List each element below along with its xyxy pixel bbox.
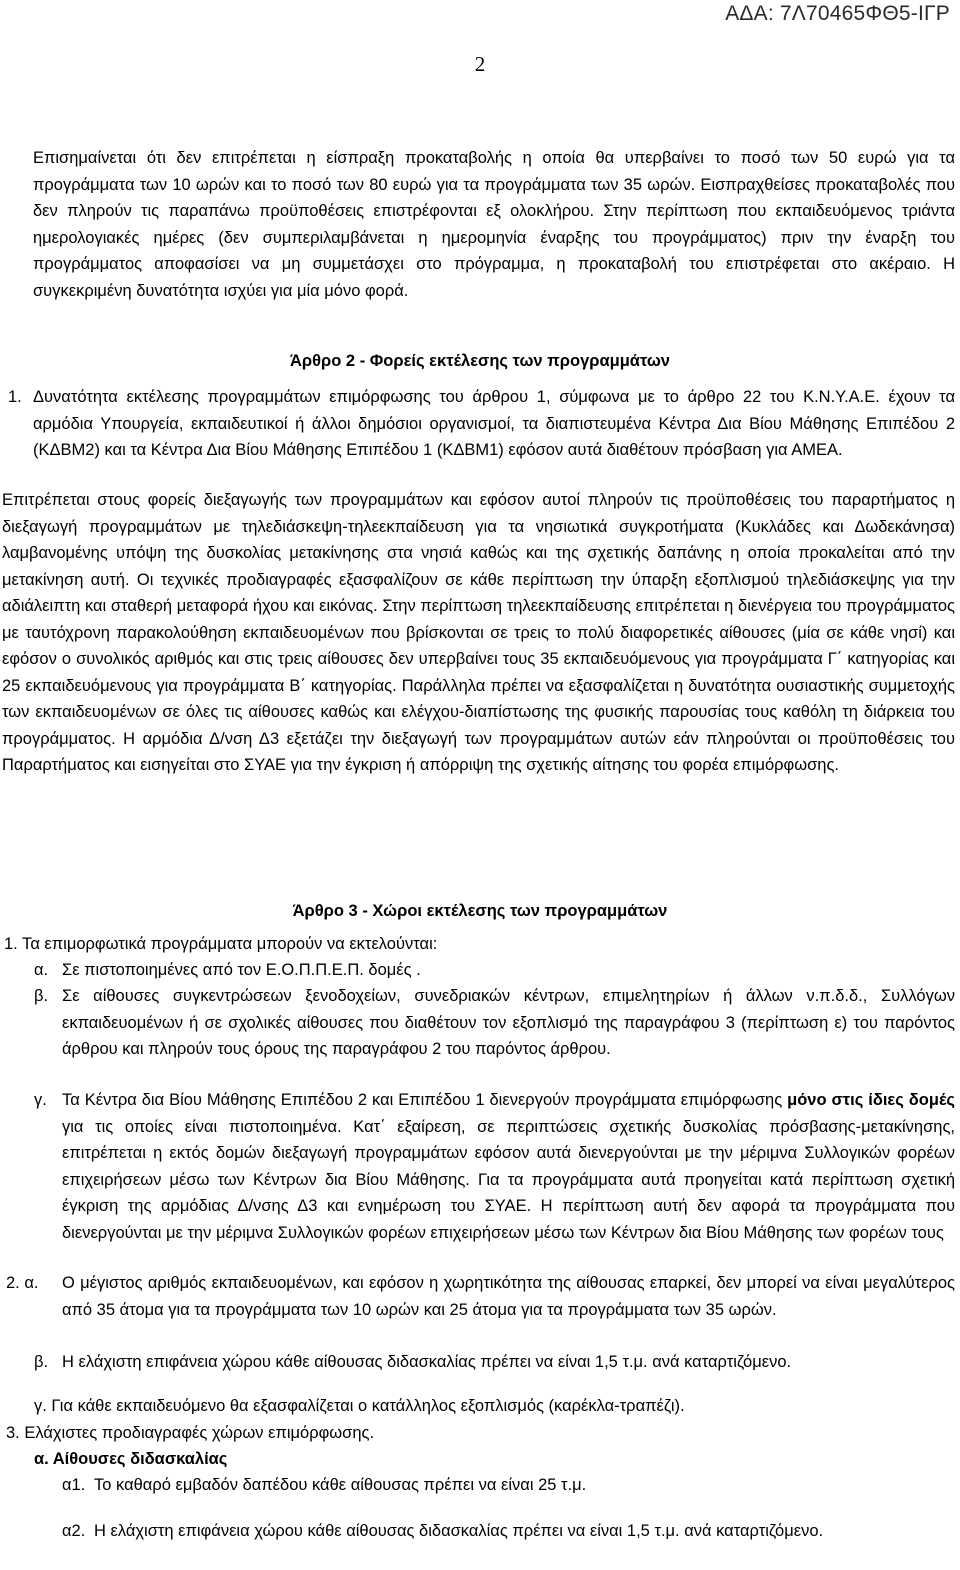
page-number: 2 [474, 52, 486, 76]
intro-text-a: Επισημαίνεται ότι δεν επιτρέπεται η είσπραξη προκαταβολής η οποία θα υπερβαίνει το ποσό των 50 ευρώ για τα προγράμματα των 10 ωρών και το ποσό των 80 ευρώ για τα προγράμματα των 35 ωρών. Εισπραχθείσες προκαταβολές που δεν πληρούν τις παραπάνω προϋποθέσεις επιστρέφονται εξ ολοκλήρου. [33, 149, 955, 220]
item-label: α2. [62, 1522, 86, 1540]
article-3-item-1a [34, 957, 955, 984]
article-3-item-2b [34, 1349, 955, 1376]
article-2-heading: Άρθρο 2 - Φορείς εκτέλεσης των προγραμμάτων [290, 352, 670, 370]
item-label: γ. [34, 1091, 47, 1109]
article-3-heading: Άρθρο 3 - Χώροι εκτέλεσης των προγραμμάτων [292, 902, 668, 920]
item-text: Η ελάχιστη επιφάνεια χώρου κάθε αίθουσας διδασκαλίας πρέπει να είναι 1,5 τ.μ. ανά καταρτιζόμενο. [62, 1353, 792, 1371]
item-text: Σε πιστοποιημένες από τον Ε.Ο.Π.Π.Ε.Π. δομές . [62, 961, 421, 979]
article-3-item-2a [6, 1270, 955, 1323]
article-3-item-3a2 [62, 1518, 955, 1545]
ada-code: ΑΔΑ: 7Λ70465ΦΘ5-ΙΓΡ [725, 2, 950, 25]
article-3-item-1c [34, 1087, 955, 1246]
item-text: Σε αίθουσες συγκεντρώσεων ξενοδοχείων, συνεδριακών κέντρων, επιμελητηρίων ή άλλων ν.π.δ.δ., Συλλόγων εκπαιδευομένων ή σε σχολικές αίθουσες που διαθέτουν τον εξοπλισμό της παραγράφου 3 (περίπτωση ε) του παρόντος άρθρου και πληρούν τους όρους της παραγράφου 2 του παρόντος άρθρου. [62, 987, 955, 1058]
item-label: 1. [8, 388, 22, 406]
item-text: Η ελάχιστη επιφάνεια χώρου κάθε αίθουσας διδασκαλίας πρέπει να είναι 1,5 τ.μ. ανά καταρτιζόμενο. [94, 1522, 824, 1540]
item-label: 2. α. [6, 1274, 39, 1292]
article-3-item-3a1 [62, 1472, 955, 1499]
item-text-part: Τα Κέντρα δια Βίου Μάθησης Επιπέδου 2 και Επιπέδου 1 διενεργούν προγράμματα επιμόρφωσης [62, 1091, 788, 1109]
intro-paragraph [33, 145, 955, 304]
item-label: α. [34, 961, 49, 979]
item-label: α1. [62, 1476, 86, 1494]
article-2-paragraph: Επιτρέπεται στους φορείς διεξαγωγής των προγραμμάτων και εφόσον αυτοί πληρούν τις προϋποθέσεις του παραρτήματος η διεξαγωγή προγραμμάτων με τηλεδιάσκεψη-τηλεεκπαίδευση για τα νησιωτικά συγκροτήματα (Κυκλάδες και Δωδεκάνησα) λαμβανομένης υπόψη της δυσκολίας μετακίνησης στα νησιά καθώς και της σχετικής δαπάνης η οποία προκαλείται από την μετακίνηση αυτή. Οι τεχνικές προδιαγραφές εξασφαλίζουν σε κάθε περίπτωση την ύπαρξη εξοπλισμού τηλεδιάσκεψης για την αδιάλειπτη και σταθερή μεταφορά ήχου και εικόνας. Στην περίπτωση τηλεεκπαίδευσης επιτρέπεται η διενέργεια του προγράμματος με ταυτόχρονη παρακολούθηση εκπαιδευομένων που βρίσκονται σε τρεις το πολύ διαφορετικές αίθουσες (μία σε κάθε νησί) και εφόσον ο συνολικός αριθμός και στις τρεις αίθουσες δεν υπερβαίνει τους 35 εκπαιδευόμενους για προγράμματα Γ΄ κατηγορίας και 25 εκπαιδευόμενους για προγράμματα Β΄ κατηγορίας. Παράλληλα πρέπει να εξασφαλίζεται η δυνατότητα ουσιαστικής συμμετοχής των εκπαιδευομένων σε όλες τις αίθουσες καθώς και ελέγχου-διαπίστωσης της φυσικής παρουσίας τους καθόλη τη διάρκεια του προγράμματος. Η αρμόδια Δ/νση Δ3 εξετάζει την διεξαγωγή των προγραμμάτων αυτών εάν πληρούνται οι προϋποθέσεις του Παραρτήματος και εισηγείται στο ΣΥΑΕ για την έγκριση ή απόρριψη της σχετικής αίτησης του φορέα επιμόρφωσης. [2, 491, 955, 774]
item-text: Το καθαρό εμβαδόν δαπέδου κάθε αίθουσας πρέπει να είναι 25 τ.μ. [94, 1476, 587, 1494]
article-3-item-3: 3. Ελάχιστες προδιαγραφές χώρων επιμόρφωσης. [6, 1424, 375, 1442]
article-3-item-1: 1. Τα επιμορφωτικά προγράμματα μπορούν να εκτελούνται: [4, 935, 438, 953]
item-text: Ο μέγιστος αριθμός εκπαιδευομένων, και εφόσον η χωρητικότητα της αίθουσας επαρκεί, δεν μπορεί να είναι μεγαλύτερος από 35 άτομα για τα προγράμματα των 10 ωρών και 25 άτομα για τα προγράμματα των 35 ωρών. [62, 1274, 955, 1319]
article-2-item-1 [8, 384, 955, 464]
item-text-part: για τις οποίες είναι πιστοποιημένα. Κατ΄ εξαίρεση, σε περιπτώσεις σχετικής δυσκολίας πρόσβασης-μετακίνησης, επιτρέπεται η εκτός δομών διεξαγωγή προγραμμάτων εφόσον αυτά διενεργούνται με την μέριμνα Συλλογικών φορέων επιχειρήσεων μέσω των Κέντρων δια Βίου Μάθησης. Για τα προγράμματα αυτά προηγείται κατά περίπτωση σχετική έγκριση της αρμόδιας Δ/νσης Δ3 και ενημέρωση του ΣΥΑΕ. Η περίπτωση αυτή δεν αφορά τα προγράμματα που διενεργούνται με την μέριμνα Συλλογικών φορέων επιχειρήσεων μέσω των Κέντρων δια Βίου Μάθησης των φορέων τους [62, 1117, 955, 1242]
article-3-item-2c: γ. Για κάθε εκπαιδευόμενο θα εξασφαλίζεται ο κατάλληλος εξοπλισμός (καρέκλα-τραπέζι). [34, 1397, 685, 1415]
item-text-bold: μόνο στις ίδιες δομές [787, 1091, 955, 1109]
item-label: β. [34, 1353, 49, 1371]
item-label: β. [34, 987, 49, 1005]
article-3-item-3a: α. Αίθουσες διδασκαλίας [34, 1450, 228, 1468]
item-text: Δυνατότητα εκτέλεσης προγραμμάτων επιμόρφωσης του άρθρου 1, σύμφωνα με το άρθρο 22 του Κ.Ν.Υ.Α.Ε. έχουν τα αρμόδια Υπουργεία, εκπαιδευτικοί ή άλλοι δημόσιοι οργανισμοί, τα διαπιστευμένα Κέντρα Δια Βίου Μάθησης Επιπέδου 2 (ΚΔΒΜ2) και τα Κέντρα Δια Βίου Μάθησης Επιπέδου 1 (ΚΔΒΜ1) εφόσον αυτά διαθέτουν πρόσβαση για ΑΜΕΑ. [33, 388, 955, 459]
article-3-item-1b [34, 983, 955, 1063]
intro-text-b: Στην περίπτωση που εκπαιδευόμενος τριάντα ημερολογιακές ημέρες (δεν συμπεριλαμβάνεται η ημερομηνία έναρξης του προγράμματος) πριν την έναρξη του προγράμματος αποφασίσει να μη συμμετάσχει στο πρόγραμμα, η προκαταβολή του επιστρέφεται στο ακέραιο. Η συγκεκριμένη δυνατότητα ισχύει για μία μόνο φορά. [33, 202, 955, 300]
item-text [62, 1087, 955, 1246]
